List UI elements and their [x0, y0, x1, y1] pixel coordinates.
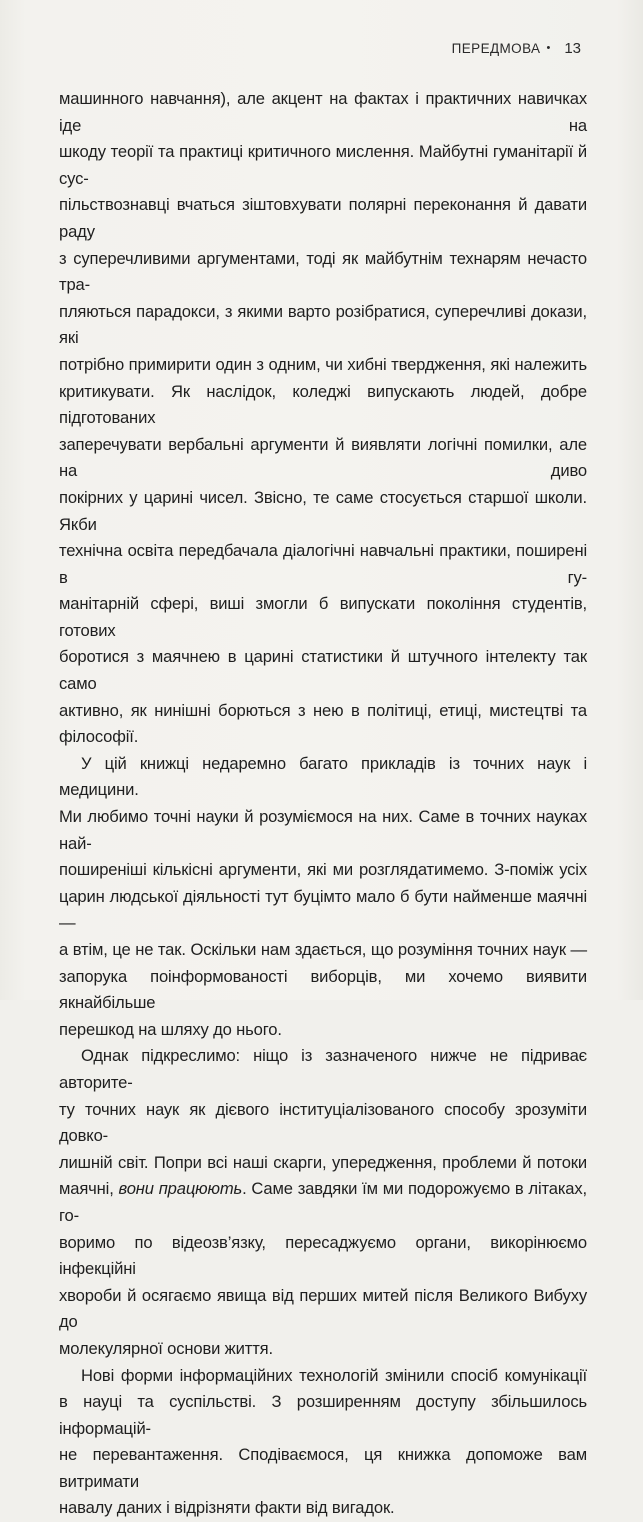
- text-fragment: . Саме завдяки їм ми подорожуємо в літаках, го-: [59, 1179, 587, 1225]
- text-line: навалу даних і відрізняти факти від вигадок.: [59, 1495, 587, 1522]
- text-line: технічна освіта передбачала діалогічні навчальні практики, поширені в гу-: [59, 538, 587, 591]
- text-line: активно, як нинішні борються з нею в політиці, етиці, мистецтві та філософії.: [59, 698, 587, 751]
- text-line: не перевантаження. Сподіваємося, ця книжка допоможе вам витримати: [59, 1442, 587, 1495]
- text-line: молекулярної основи життя.: [59, 1336, 587, 1363]
- section-title: ПЕРЕДМОВА: [452, 41, 541, 56]
- text-line: Однак підкреслимо: ніщо із зазначеного нижче не підриває авторите-: [59, 1043, 587, 1096]
- text-line: шкоду теорії та практиці критичного мислення. Майбутні гуманітарії й сус-: [59, 139, 587, 192]
- page-number: 13: [564, 40, 581, 57]
- text-line: в науці та суспільстві. З розширенням доступу збільшилось інформацій-: [59, 1389, 587, 1442]
- text-line: покірних у царині чисел. Звісно, те саме стосується старшої школи. Якби: [59, 485, 587, 538]
- text-line: хвороби й осягаємо явища від перших митей після Великого Вибуху до: [59, 1283, 587, 1336]
- text-line: манітарній сфері, виші змогли б випускати покоління студентів, готових: [59, 591, 587, 644]
- paragraph-1: [59, 86, 587, 751]
- text-line: критикувати. Як наслідок, коледжі випускають людей, добре підготованих: [59, 379, 587, 432]
- body-text: [59, 86, 587, 1522]
- text-line: машинного навчання), але акцент на фактах і практичних навичках іде на: [59, 86, 587, 139]
- bullet-separator: •: [546, 42, 550, 54]
- text-fragment: маячні,: [59, 1179, 119, 1198]
- text-line: лишній світ. Попри всі наші скарги, упередження, проблеми й потоки: [59, 1150, 587, 1177]
- paragraph-3: [59, 1043, 587, 1362]
- text-line: пільствознавці вчаться зіштовхувати полярні переконання й давати раду: [59, 192, 587, 245]
- text-line: з суперечливими аргументами, тоді як майбутнім технарям нечасто тра-: [59, 246, 587, 299]
- text-line: Ми любимо точні науки й розуміємося на них. Саме в точних науках най-: [59, 804, 587, 857]
- text-line: поширеніші кількісні аргументи, які ми розглядатимемо. З-поміж усіх: [59, 857, 587, 884]
- paragraph-2: [59, 751, 587, 1044]
- text-line: перешкод на шляху до нього.: [59, 1017, 587, 1044]
- emphasis-text: вони працюють: [119, 1179, 243, 1198]
- paragraph-4: [59, 1363, 587, 1522]
- text-line: а втім, це не так. Оскільки нам здається, що розуміння точних наук —: [59, 937, 587, 964]
- text-line: запорука поінформованості виборців, ми хочемо виявити якнайбільше: [59, 964, 587, 1017]
- text-line: заперечувати вербальні аргументи й виявляти логічні помилки, але на диво: [59, 432, 587, 485]
- running-header: [452, 40, 581, 57]
- text-line: потрібно примирити один з одним, чи хибні твердження, які належить: [59, 352, 587, 379]
- text-line: царин людської діяльності тут буцімто мало б бути найменше маячні —: [59, 884, 587, 937]
- text-line: У цій книжці недаремно багато прикладів із точних наук і медицини.: [59, 751, 587, 804]
- text-line: пляються парадокси, з якими варто розібратися, суперечливі докази, які: [59, 299, 587, 352]
- text-line: [59, 1176, 587, 1229]
- text-line: ту точних наук як дієвого інституціалізованого способу зрозуміти довко-: [59, 1097, 587, 1150]
- text-line: боротися з маячнею в царині статистики й штучного інтелекту так само: [59, 644, 587, 697]
- text-line: воримо по відеозв’язку, пересаджуємо органи, викорінюємо інфекційні: [59, 1230, 587, 1283]
- text-line: Нові форми інформаційних технологій змінили спосіб комунікації: [59, 1363, 587, 1390]
